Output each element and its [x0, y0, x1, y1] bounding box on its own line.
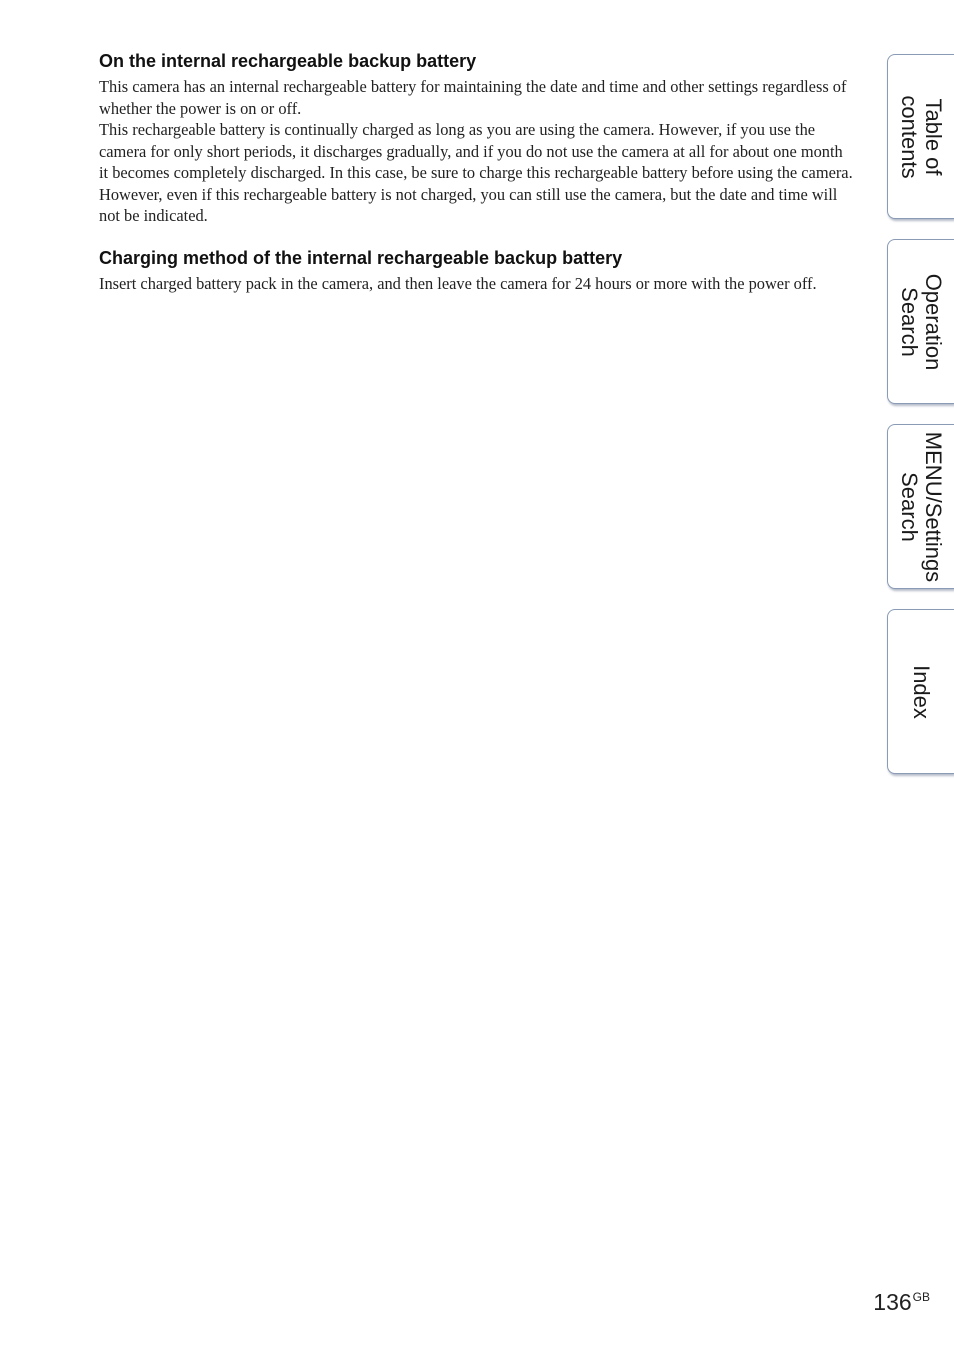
tab-operation-search[interactable] [887, 239, 954, 404]
tab-label-line: Index [909, 664, 934, 719]
page-number-suffix: GB [912, 1290, 930, 1305]
paragraph: However, even if this rechargeable battery is not charged, you can still use the camera, but the date and time will not be indicated. [99, 184, 838, 225]
tab-label-line: MENU/Settings [921, 431, 946, 582]
paragraph: Insert charged battery pack in the camera, and then leave the camera for 24 hours or more with the power off. [99, 273, 817, 293]
tab-label-line: Search [897, 286, 922, 357]
tab-menu-settings-search[interactable] [887, 424, 954, 589]
section-heading-charging-method: Charging method of the internal rechargeable backup battery [99, 247, 623, 268]
tab-label [897, 431, 945, 581]
tab-label-line: contents [897, 94, 922, 179]
tab-label-line: Table of [921, 97, 946, 176]
tab-label-line: Operation [921, 273, 946, 370]
tab-label [909, 665, 933, 719]
section-heading-backup-battery: On the internal rechargeable backup battery [99, 51, 477, 71]
tab-table-of-contents[interactable] [887, 54, 954, 219]
main-content [99, 50, 855, 294]
tab-label [897, 95, 945, 178]
page-number [873, 1289, 930, 1316]
paragraph: This rechargeable battery is continually charged as long as you are using the camera. However, if you use the camera for only short periods, it discharges gradually, and if you do not use the camera at all for about one month it becomes completely discharged. In this case, be sure to charge this rechargeable battery before using the camera. [99, 120, 853, 182]
tab-label [897, 273, 945, 370]
paragraph: This camera has an internal rechargeable battery for maintaining the date and time and other settings regardless of whether the power is on or off. [99, 77, 847, 118]
page-number-value: 136 [873, 1289, 912, 1315]
tab-index[interactable] [887, 609, 954, 774]
tab-label-line: Search [897, 471, 922, 542]
